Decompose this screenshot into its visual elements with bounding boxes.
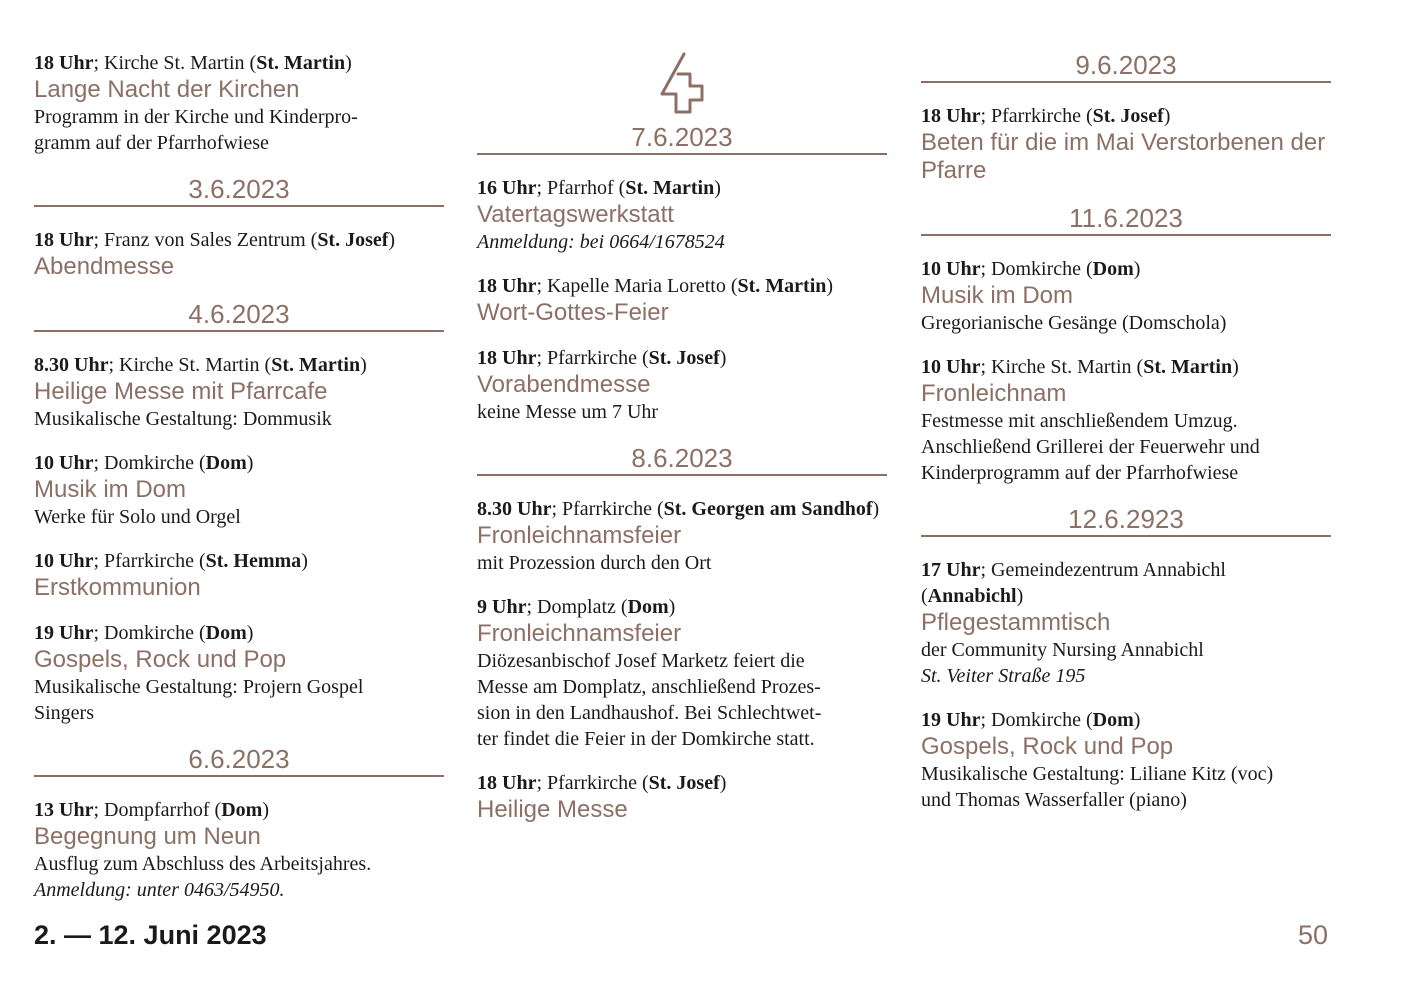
event-item: [477, 496, 887, 576]
event-place: Pfarrhof: [547, 177, 614, 199]
event-place: Franz von Sales Zentrum: [104, 229, 306, 251]
event-time: 17 Uhr: [921, 559, 981, 581]
event-description: Anschließend Grillerei der Feuerwehr und: [921, 436, 1260, 458]
event-parish: St. Josef: [1092, 105, 1164, 127]
event-place: Pfarrkirche: [562, 498, 652, 520]
event-meta: 18 Uhr; Pfarrkirche (St. Josef): [477, 347, 727, 369]
event-meta: 18 Uhr; Pfarrkirche (St. Josef): [477, 772, 727, 794]
event-meta: 17 Uhr; Gemeindezentrum Annabichl (Annabichl): [921, 559, 1226, 607]
event-place: Domkirche: [991, 709, 1081, 731]
event-place: Gemeindezentrum Annabichl: [991, 559, 1226, 581]
event-meta: 8.30 Uhr; Kirche St. Martin (St. Martin): [34, 354, 367, 376]
event-description: keine Messe um 7 Uhr: [477, 401, 659, 423]
event-description: Diözesanbischof Josef Marketz feiert die: [477, 650, 805, 672]
event-description: sion in den Landhaushof. Bei Schlechtwet-: [477, 702, 822, 724]
event-item: [921, 354, 1331, 486]
event-title: Musik im Dom: [34, 476, 187, 503]
event-title: Gospels, Rock und Pop: [34, 646, 287, 673]
event-place: Domkirche: [991, 258, 1081, 280]
date-heading: 4.6.2023: [34, 299, 444, 332]
date-block: [34, 50, 444, 156]
event-time: 18 Uhr: [34, 229, 94, 251]
event-item: [921, 557, 1331, 689]
event-title: Vorabendmesse: [477, 371, 651, 398]
event-meta: 13 Uhr; Dompfarrhof (Dom): [34, 799, 269, 821]
logo: [477, 50, 887, 122]
event-title: Beten für die im Mai Verstorbenen der Pfarre: [921, 129, 1326, 184]
event-item: [34, 50, 444, 156]
event-parish: Annabichl: [927, 585, 1017, 607]
event-parish: Dom: [1092, 709, 1134, 731]
four-cross-logo-icon: [652, 50, 712, 116]
event-parish: Dom: [205, 452, 247, 474]
event-time: 18 Uhr: [34, 52, 94, 74]
event-place: Domplatz: [537, 596, 616, 618]
event-title: Pflegestammtisch: [921, 609, 1111, 636]
event-item: [34, 797, 444, 903]
event-meta: 19 Uhr; Domkirche (Dom): [34, 622, 254, 644]
event-place: Kirche St. Martin: [991, 356, 1132, 378]
event-note: St. Veiter Straße 195: [921, 665, 1086, 687]
date-block: [921, 50, 1331, 185]
date-heading: 3.6.2023: [34, 174, 444, 207]
event-place: Pfarrkirche: [104, 550, 194, 572]
event-place: Kirche St. Martin: [119, 354, 260, 376]
event-meta: 19 Uhr; Domkirche (Dom): [921, 709, 1141, 731]
event-time: 9 Uhr: [477, 596, 527, 618]
event-time: 19 Uhr: [34, 622, 94, 644]
event-parish: St. Martin: [256, 52, 346, 74]
event-time: 10 Uhr: [34, 550, 94, 572]
event-parish: Dom: [1092, 258, 1134, 280]
event-parish: St. Josef: [648, 772, 720, 794]
event-title: Musik im Dom: [921, 282, 1074, 309]
event-meta: 8.30 Uhr; Pfarrkirche (St. Georgen am Sandhof): [477, 498, 880, 520]
event-time: 18 Uhr: [477, 772, 537, 794]
event-time: 10 Uhr: [34, 452, 94, 474]
event-time: 18 Uhr: [921, 105, 981, 127]
event-meta: 10 Uhr; Domkirche (Dom): [34, 452, 254, 474]
event-time: 18 Uhr: [477, 275, 537, 297]
event-item: [34, 450, 444, 530]
event-item: [477, 770, 887, 824]
event-parish: Dom: [205, 622, 247, 644]
event-item: [921, 707, 1331, 813]
event-item: [34, 352, 444, 432]
event-title: Fronleichnamsfeier: [477, 522, 682, 549]
event-title: Begegnung um Neun: [34, 823, 261, 850]
column-3: [921, 50, 1331, 831]
date-block: [477, 443, 887, 824]
event-description: Musikalische Gestaltung: Liliane Kitz (voc): [921, 763, 1274, 785]
event-title: Wort-Gottes-Feier: [477, 299, 669, 326]
event-description: Ausflug zum Abschluss des Arbeitsjahres.: [34, 853, 372, 875]
date-block: [477, 122, 887, 425]
event-meta: 10 Uhr; Pfarrkirche (St. Hemma): [34, 550, 308, 572]
event-description: Messe am Domplatz, anschließend Prozes-: [477, 676, 821, 698]
event-title: Heilige Messe: [477, 796, 628, 823]
event-place: Kapelle Maria Loretto: [547, 275, 726, 297]
event-meta: 10 Uhr; Domkirche (Dom): [921, 258, 1141, 280]
event-description: ter findet die Feier in der Domkirche statt.: [477, 728, 815, 750]
date-block: [34, 299, 444, 726]
date-heading: 7.6.2023: [477, 122, 887, 155]
event-parish: St. Martin: [1143, 356, 1233, 378]
event-place: Dompfarrhof: [104, 799, 210, 821]
event-place: Domkirche: [104, 452, 194, 474]
event-description: Werke für Solo und Orgel: [34, 506, 241, 528]
event-item: [34, 548, 444, 602]
event-item: [477, 345, 887, 425]
column-2: [477, 50, 887, 842]
event-parish: St. Martin: [271, 354, 361, 376]
event-note: Anmeldung: bei 0664/1678524: [477, 231, 725, 253]
event-place: Pfarrkirche: [547, 772, 637, 794]
event-place: Kirche St. Martin: [104, 52, 245, 74]
event-item: [34, 227, 444, 281]
event-title: Abendmesse: [34, 253, 175, 280]
event-time: 8.30 Uhr: [477, 498, 552, 520]
event-note: Anmeldung: unter 0463/54950.: [34, 879, 285, 901]
event-parish: St. Hemma: [205, 550, 302, 572]
event-description: Kinderprogramm auf der Pfarrhofwiese: [921, 462, 1239, 484]
event-time: 13 Uhr: [34, 799, 94, 821]
date-block: [34, 744, 444, 903]
event-title: Heilige Messe mit Pfarrcafe: [34, 378, 328, 405]
event-item: [477, 594, 887, 752]
event-description: Programm in der Kirche und Kinderpro-: [34, 106, 358, 128]
event-title: Erstkommunion: [34, 574, 201, 601]
event-parish: St. Josef: [648, 347, 720, 369]
event-parish: St. Georgen am Sandhof: [663, 498, 873, 520]
event-parish: St. Martin: [737, 275, 827, 297]
event-description: mit Prozession durch den Ort: [477, 552, 712, 574]
event-description: Festmesse mit anschließendem Umzug.: [921, 410, 1238, 432]
event-description: Singers: [34, 702, 94, 724]
event-meta: 16 Uhr; Pfarrhof (St. Martin): [477, 177, 721, 199]
event-meta: 18 Uhr; Pfarrkirche (St. Josef): [921, 105, 1171, 127]
event-parish: St. Josef: [317, 229, 389, 251]
event-item: [477, 273, 887, 327]
event-item: [921, 256, 1331, 336]
event-time: 10 Uhr: [921, 258, 981, 280]
date-heading: 8.6.2023: [477, 443, 887, 476]
event-meta: 18 Uhr; Kirche St. Martin (St. Martin): [34, 52, 352, 74]
event-meta: 9 Uhr; Domplatz (Dom): [477, 596, 676, 618]
event-time: 8.30 Uhr: [34, 354, 109, 376]
event-description: Musikalische Gestaltung: Dommusik: [34, 408, 332, 430]
event-title: Gospels, Rock und Pop: [921, 733, 1174, 760]
event-item: [34, 620, 444, 726]
event-meta: 10 Uhr; Kirche St. Martin (St. Martin): [921, 356, 1239, 378]
event-description: gramm auf der Pfarrhofwiese: [34, 132, 269, 154]
event-place: Pfarrkirche: [547, 347, 637, 369]
event-time: 18 Uhr: [477, 347, 537, 369]
event-parish: Dom: [627, 596, 669, 618]
event-meta: 18 Uhr; Franz von Sales Zentrum (St. Josef): [34, 229, 396, 251]
date-heading: 12.6.2923: [921, 504, 1331, 537]
event-description: Musikalische Gestaltung: Projern Gospel: [34, 676, 364, 698]
date-heading: 11.6.2023: [921, 203, 1331, 236]
date-heading: 6.6.2023: [34, 744, 444, 777]
event-place: Domkirche: [104, 622, 194, 644]
event-parish: Dom: [221, 799, 263, 821]
event-time: 16 Uhr: [477, 177, 537, 199]
event-time: 10 Uhr: [921, 356, 981, 378]
event-time: 19 Uhr: [921, 709, 981, 731]
event-title: Lange Nacht der Kirchen: [34, 76, 300, 103]
date-heading: 9.6.2023: [921, 50, 1331, 83]
event-item: [477, 175, 887, 255]
event-title: Fronleichnam: [921, 380, 1067, 407]
date-block: [921, 203, 1331, 486]
column-1: [34, 50, 444, 921]
event-place: Pfarrkirche: [991, 105, 1081, 127]
date-block: [921, 504, 1331, 813]
date-block: [34, 174, 444, 281]
event-description: Gregorianische Gesänge (Domschola): [921, 312, 1227, 334]
event-item: [921, 103, 1331, 185]
event-title: Fronleichnamsfeier: [477, 620, 682, 647]
event-description: und Thomas Wasserfaller (piano): [921, 789, 1187, 811]
footer-date-range: 2. — 12. Juni 2023: [34, 920, 267, 950]
event-parish: St. Martin: [625, 177, 715, 199]
event-description: der Community Nursing Annabichl: [921, 639, 1204, 661]
event-meta: 18 Uhr; Kapelle Maria Loretto (St. Martin): [477, 275, 834, 297]
event-title: Vatertagswerkstatt: [477, 201, 674, 228]
page-number: 50: [1297, 920, 1328, 950]
